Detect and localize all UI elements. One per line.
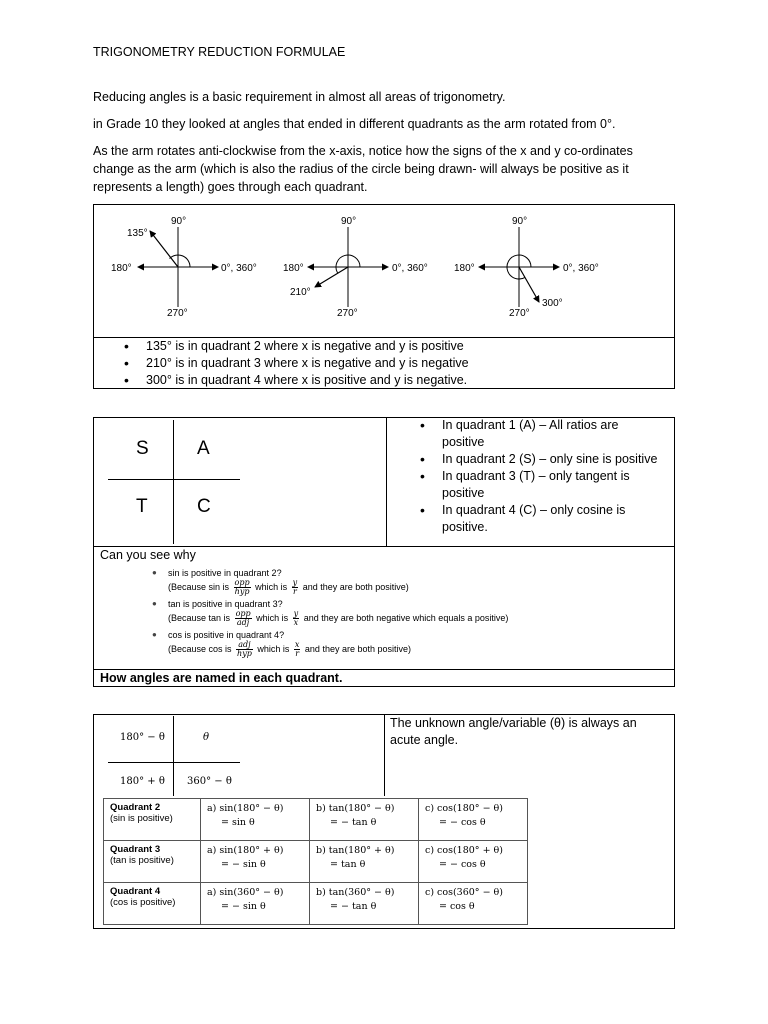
label-270: 270° <box>509 308 530 319</box>
diagram-135 <box>111 216 257 319</box>
acute-angle-note: The unknown angle/variable (θ) is always an acute angle. <box>390 716 637 747</box>
table-row <box>104 841 528 883</box>
naming-heading: How angles are named in each quadrant. <box>100 671 343 685</box>
naming-q3: 180° + θ <box>120 776 165 787</box>
list-item: • 300° is in quadrant 4 where x is positive and y is negative. <box>124 372 664 389</box>
formula-cell: a) sin(180° + θ) = − sin θ <box>201 841 310 883</box>
formula-cell: c) cos(360° − θ) = cos θ <box>419 883 528 925</box>
naming-q1: θ <box>203 732 210 743</box>
intro-paragraph-3-line-1: As the arm rotates anti-clockwise from the x-axis, notice how the signs of the x and y co-ordinates <box>93 144 633 158</box>
list-item: • 210° is in quadrant 3 where x is negative and y is negative <box>124 355 664 372</box>
label-270: 270° <box>337 308 358 319</box>
label-0-360: 0°, 360° <box>392 263 428 274</box>
table-row <box>104 799 528 841</box>
fraction-x-r: $\frac{x}{r}$ <box>294 640 300 658</box>
formula-cell: b) tan(180° + θ) = tan θ <box>310 841 419 883</box>
list-item: • In quadrant 2 (S) – only sine is positive <box>420 451 675 468</box>
naming-q2: 180° − θ <box>120 732 165 743</box>
arm-300 <box>519 267 539 302</box>
arm-210 <box>315 267 348 287</box>
quadrant-cell: Quadrant 4 (cos is positive) <box>104 883 201 925</box>
list-item: • In quadrant 4 (C) – only cosine is positive. <box>420 502 675 536</box>
list-item: ● tan is positive in quadrant 3? (Because tan is $\frac{\text{opp}}{\text{adj}}$ which is $\frac{y}{x}$ and they are both negative which equals a positive) <box>152 599 652 627</box>
label-180: 180° <box>454 263 475 274</box>
formula-cell: a) sin(360° − θ) = − sin θ <box>201 883 310 925</box>
list-item: • 135° is in quadrant 2 where x is negative and y is positive <box>124 338 664 355</box>
angle-label-300: 300° <box>542 298 563 309</box>
cast-cross-vertical <box>173 420 174 544</box>
label-90: 90° <box>512 216 528 227</box>
why-list <box>152 568 652 661</box>
cast-box-divider <box>386 417 387 547</box>
list-item: • In quadrant 1 (A) – All ratios are positive <box>420 417 675 451</box>
naming-box-divider <box>384 714 385 796</box>
quadrant-cell: Quadrant 3 (tan is positive) <box>104 841 201 883</box>
cast-letter-a: A <box>197 438 210 459</box>
naming-q4: 360° − θ <box>187 776 232 787</box>
angle-label-210: 210° <box>290 287 311 298</box>
intro-paragraph-2: in Grade 10 they looked at angles that ended in different quadrants as the arm rotated from 0°. <box>93 117 616 131</box>
fraction-y-r: $\frac{y}{r}$ <box>292 578 298 596</box>
intro-paragraph-3-line-3: represents a length) goes through each quadrant. <box>93 180 368 194</box>
fraction-y-x: $\frac{y}{x}$ <box>293 609 299 627</box>
formula-cell: c) cos(180° + θ) = − cos θ <box>419 841 528 883</box>
table-row <box>104 883 528 925</box>
naming-grid-horizontal <box>108 762 240 763</box>
label-270: 270° <box>167 308 188 319</box>
rotation-diagrams <box>94 205 674 335</box>
list-item: ● cos is positive in quadrant 4? (Because cos is $\frac{\text{adj}}{\text{hyp}}$ which is $\frac{x}{r}$ and they are both positive) <box>152 630 652 658</box>
label-180: 180° <box>111 263 132 274</box>
reduction-table <box>103 798 528 925</box>
label-180: 180° <box>283 263 304 274</box>
page-title: TRIGONOMETRY REDUCTION FORMULAE <box>93 45 346 59</box>
label-0-360: 0°, 360° <box>563 263 599 274</box>
fraction-opp-hyp: $\frac{\text{opp}}{\text{hyp}}$ <box>234 578 250 596</box>
arm-135 <box>150 231 178 267</box>
label-90: 90° <box>341 216 357 227</box>
intro-paragraph-1: Reducing angles is a basic requirement in almost all areas of trigonometry. <box>93 90 506 104</box>
label-0-360: 0°, 360° <box>221 263 257 274</box>
cast-letter-t: T <box>136 496 148 517</box>
diagram-300 <box>454 216 599 319</box>
why-heading: Can you see why <box>100 548 196 562</box>
formula-cell: a) sin(180° − θ) = sin θ <box>201 799 310 841</box>
quadrant-sign-list <box>124 338 664 389</box>
list-item: • In quadrant 3 (T) – only tangent is positive <box>420 468 675 502</box>
cast-letter-c: C <box>197 496 211 517</box>
naming-grid-vertical <box>173 716 174 796</box>
formula-cell: b) tan(180° − θ) = − tan θ <box>310 799 419 841</box>
intro-paragraph-3-line-2: change as the arm (which is also the radius of the circle being drawn- will always be positive as it <box>93 162 629 176</box>
cast-cross-horizontal <box>108 479 240 480</box>
cast-rule-list <box>420 417 675 536</box>
fraction-adj-hyp: $\frac{\text{adj}}{\text{hyp}}$ <box>237 640 252 658</box>
diagram-210 <box>283 216 428 319</box>
formula-cell: b) tan(360° − θ) = − tan θ <box>310 883 419 925</box>
quadrant-cell: Quadrant 2 (sin is positive) <box>104 799 201 841</box>
cast-letter-s: S <box>136 438 149 459</box>
fraction-opp-adj: $\frac{\text{opp}}{\text{adj}}$ <box>235 609 251 627</box>
list-item: ● sin is positive in quadrant 2? (Because sin is $\frac{\text{opp}}{\text{hyp}}$ which is $\frac{y}{r}$ and they are both positive) <box>152 568 652 596</box>
label-90: 90° <box>171 216 187 227</box>
formula-cell: c) cos(180° − θ) = − cos θ <box>419 799 528 841</box>
angle-label-135: 135° <box>127 228 148 239</box>
